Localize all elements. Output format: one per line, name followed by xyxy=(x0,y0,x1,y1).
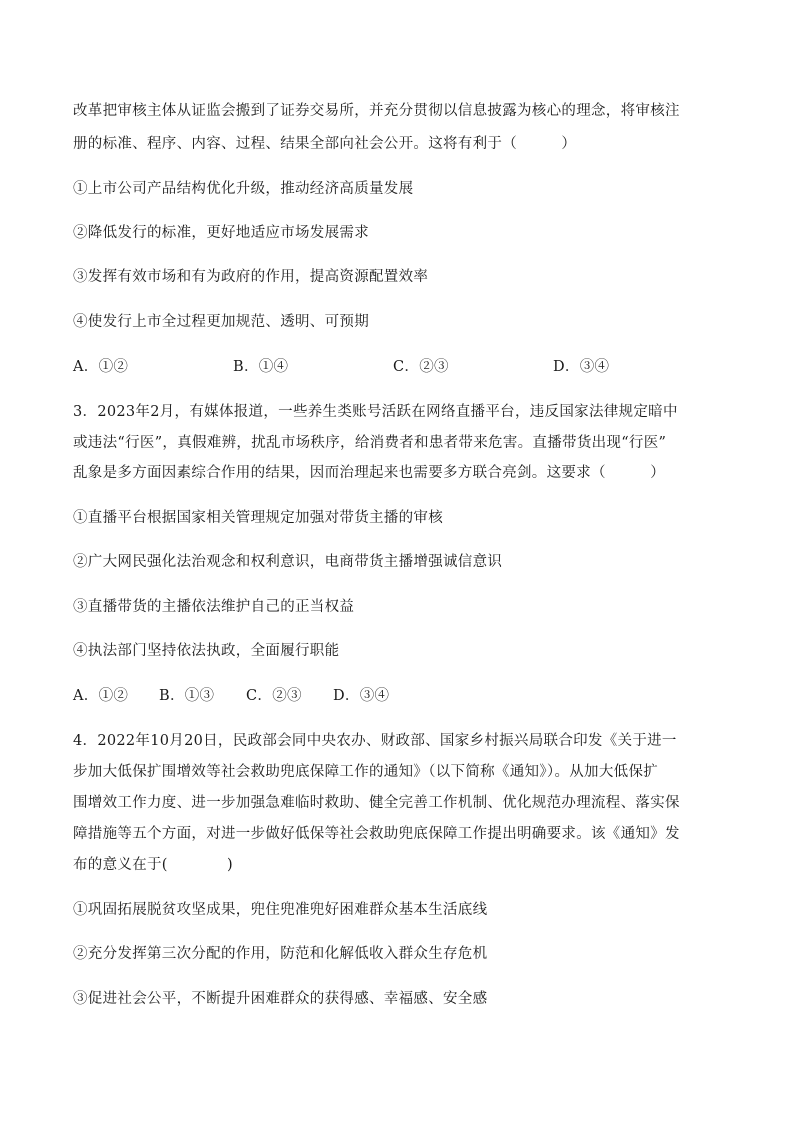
q4-stem-line-2: 步加大低保扩围增效等社会救助兜底保障工作的通知》（以下简称《通知》）。从加大低保扩 xyxy=(73,764,659,780)
q4-item-1: ①巩固拓展脱贫攻坚成果，兜住兜准兜好困难群众基本生活底线 xyxy=(73,902,488,918)
q2-option-d: D．③④ xyxy=(553,359,610,375)
q4-item-3: ③促进社会公平，不断提升困难群众的获得感、幸福感、安全感 xyxy=(73,991,488,1007)
q2-item-4: ④使发行上市全过程更加规范、透明、可预期 xyxy=(73,314,369,330)
q3-stem-line-3: 乱象是多方面因素综合作用的结果，因而治理起来也需要多方联合亮剑。这要求（ ） xyxy=(73,465,665,481)
q3-stem-line-2: 或违法“行医”，真假难辨，扰乱市场秩序，给消费者和患者带来危害。直播带货出现“行医” xyxy=(73,435,667,451)
q3-item-1: ①直播平台根据国家相关管理规定加强对带货主播的审核 xyxy=(73,510,443,526)
q3-option-b: B．①③ xyxy=(159,688,215,704)
q4-stem-line-3: 围增效工作力度、进一步加强急难临时救助、健全完善工作机制、优化规范办理流程、落实保 xyxy=(73,795,680,811)
q2-option-a: A．①② xyxy=(73,359,129,375)
q3-item-3: ③直播带货的主播依法维护自己的正当权益 xyxy=(73,599,355,615)
q3-item-4: ④执法部门坚持依法执政，全面履行职能 xyxy=(73,643,340,659)
q3-option-a: A．①② xyxy=(73,688,129,704)
q2-option-c: C．②③ xyxy=(393,359,449,375)
q3-item-2: ②广大网民强化法治观念和权利意识，电商带货主播增强诚信意识 xyxy=(73,554,503,570)
q2-option-b: B．①④ xyxy=(233,359,289,375)
q3-option-c: C．②③ xyxy=(246,688,302,704)
q4-stem-line-4: 障措施等五个方面，对进一步做好低保等社会救助兜底保障工作提出明确要求。该《通知》发 xyxy=(73,826,680,842)
q2-item-3: ③发挥有效市场和有为政府的作用，提高资源配置效率 xyxy=(73,269,429,285)
q2-stem-line-2: 册的标准、程序、内容、过程、结果全部向社会公开。这将有利于（ ） xyxy=(73,136,577,152)
q4-item-2: ②充分发挥第三次分配的作用，防范和化解低收入群众生存危机 xyxy=(73,946,488,962)
q2-item-1: ①上市公司产品结构优化升级，推动经济高质量发展 xyxy=(73,181,414,197)
q2-stem-line-1: 改革把审核主体从证监会搬到了证券交易所，并充分贯彻以信息披露为核心的理念，将审核注 xyxy=(73,103,680,119)
q4-stem-line-1: 4．2022年10月20日，民政部会同中央农办、财政部、国家乡村振兴局联合印发《关于进一 xyxy=(73,733,677,749)
q2-item-2: ②降低发行的标准，更好地适应市场发展需求 xyxy=(73,225,369,241)
q3-stem-line-1: 3．2023年2月，有媒体报道，一些养生类账号活跃在网络直播平台，违反国家法律规定暗中 xyxy=(73,404,678,420)
q4-stem-line-5: 布的意义在于( ) xyxy=(73,857,233,873)
q3-option-d: D．③④ xyxy=(333,688,390,704)
